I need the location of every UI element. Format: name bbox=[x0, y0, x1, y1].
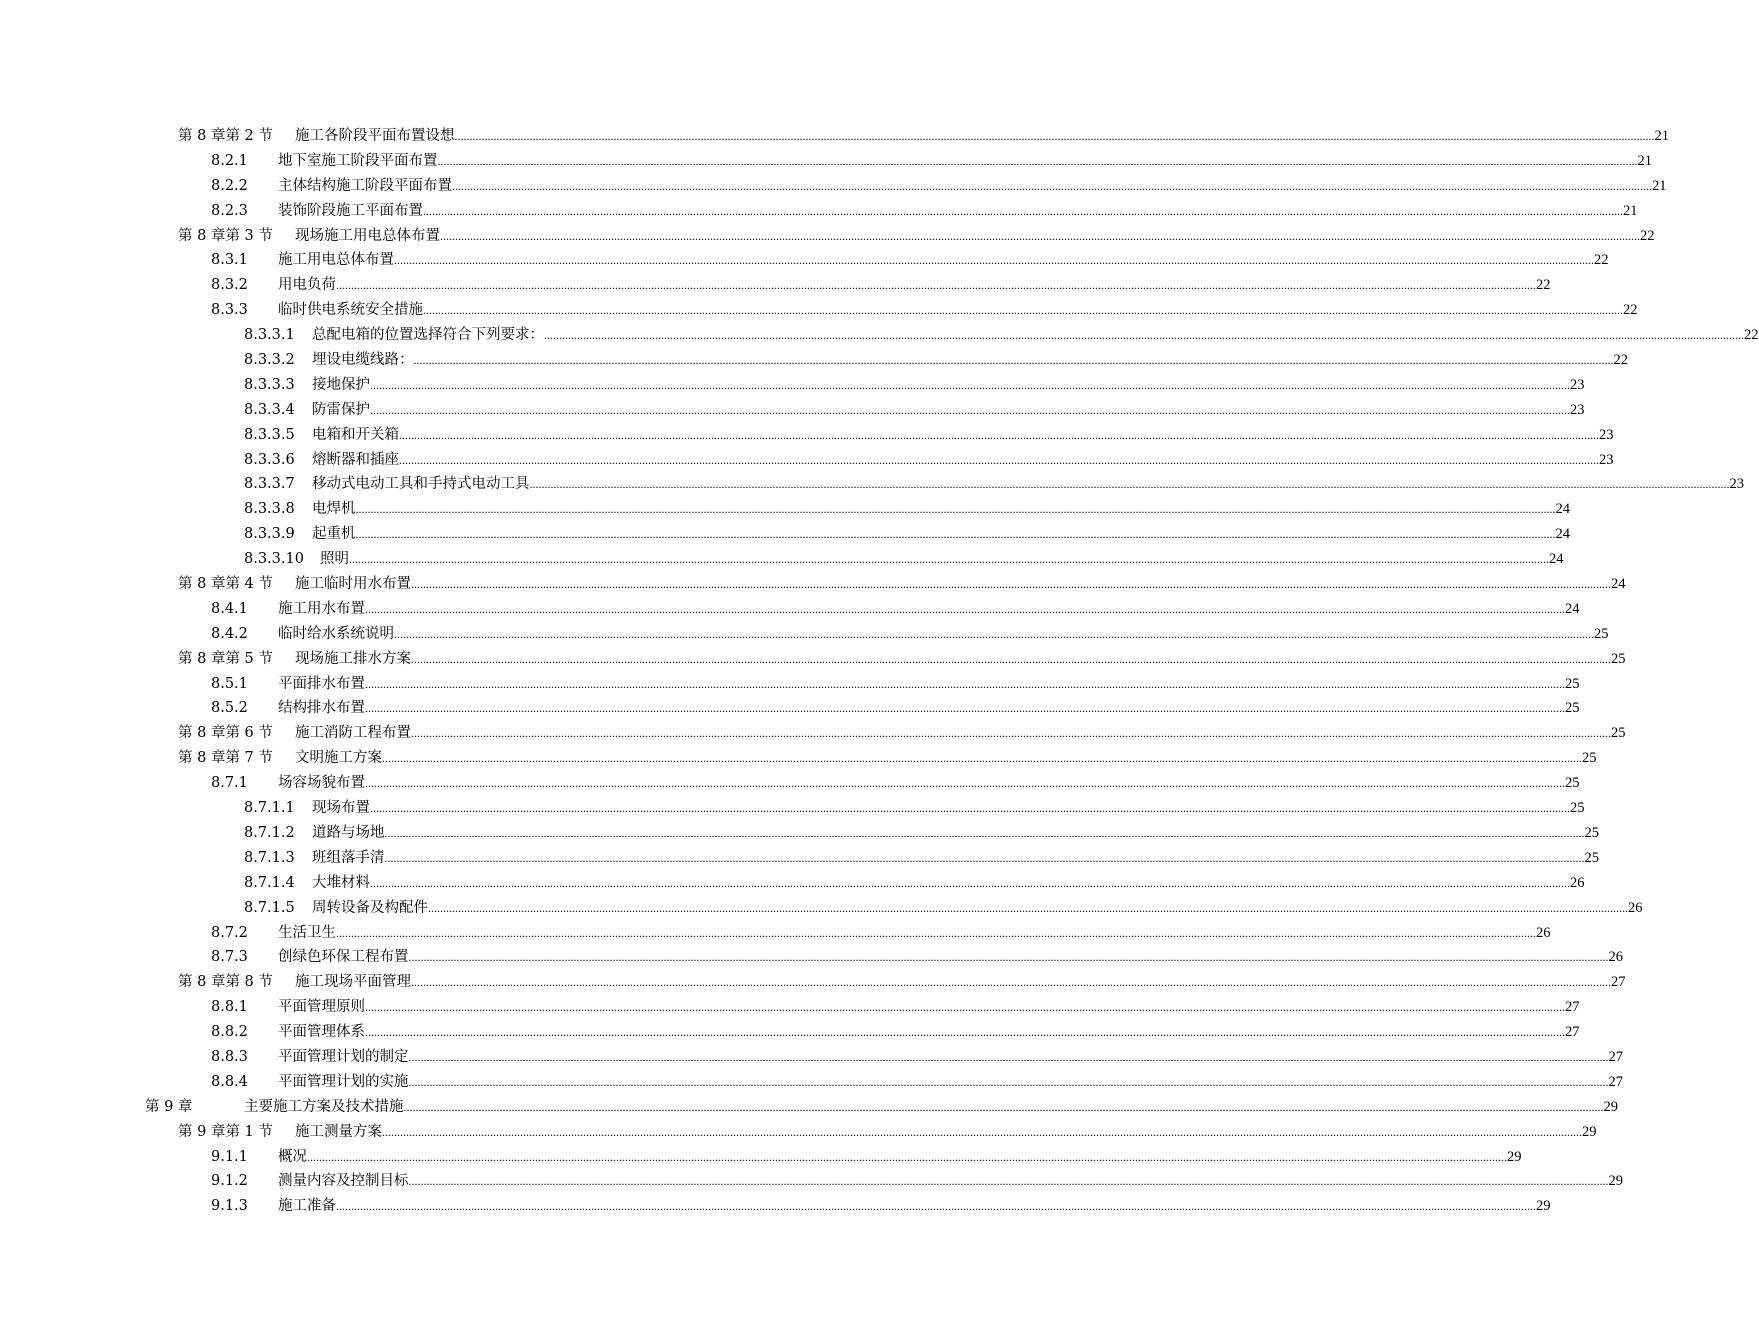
toc-entry[interactable] bbox=[0, 746, 1597, 771]
toc-dot-leader: ................................................................................................................................................................................................................................................................................................................................................................................................................ bbox=[411, 651, 1611, 666]
toc-entry-line bbox=[312, 448, 1614, 473]
toc-entry[interactable] bbox=[0, 124, 1669, 149]
toc-entry-title: 现场施工排水方案 bbox=[295, 647, 411, 672]
toc-entry-line bbox=[278, 995, 1580, 1020]
toc-dot-leader: ................................................................................................................................................................................................................................................................................................................................................................................................................ bbox=[336, 925, 1536, 940]
toc-entry-number: 第 8 章第 5 节 bbox=[178, 650, 273, 667]
toc-entry-line bbox=[278, 622, 1609, 647]
toc-entry-page-number: 29 bbox=[1608, 1173, 1623, 1190]
toc-entry-number: 8.3.3.2 bbox=[244, 352, 295, 369]
toc-entry[interactable] bbox=[0, 1095, 1618, 1120]
toc-entry-page-number: 27 bbox=[1608, 1073, 1623, 1090]
toc-entry-line bbox=[278, 1020, 1580, 1045]
toc-entry-line bbox=[295, 721, 1626, 746]
toc-dot-leader: ................................................................................................................................................................................................................................................................................................................................................................................................................ bbox=[423, 203, 1623, 218]
toc-entry-line bbox=[312, 497, 1570, 522]
toc-entry-line bbox=[295, 1120, 1597, 1145]
toc-entry[interactable] bbox=[0, 1120, 1597, 1145]
toc-entry[interactable] bbox=[0, 1045, 1623, 1070]
toc-entry-number: 8.7.1.4 bbox=[244, 874, 295, 891]
toc-dot-leader: ................................................................................................................................................................................................................................................................................................................................................................................................................ bbox=[529, 477, 1730, 492]
toc-entry[interactable] bbox=[0, 721, 1626, 746]
toc-entry-page-number: 26 bbox=[1608, 949, 1623, 966]
toc-dot-leader: ................................................................................................................................................................................................................................................................................................................................................................................................................ bbox=[349, 552, 1549, 567]
toc-entry-line bbox=[312, 522, 1570, 547]
toc-dot-leader: ................................................................................................................................................................................................................................................................................................................................................................................................................ bbox=[544, 328, 1744, 343]
toc-entry[interactable] bbox=[0, 273, 1551, 298]
toc-dot-leader: ................................................................................................................................................................................................................................................................................................................................................................................................................ bbox=[394, 626, 1594, 641]
toc-entry[interactable] bbox=[0, 348, 1628, 373]
toc-dot-leader: ................................................................................................................................................................................................................................................................................................................................................................................................................ bbox=[437, 153, 1638, 168]
toc-entry[interactable] bbox=[0, 547, 1564, 572]
toc-entry-title: 现场施工用电总体布置 bbox=[295, 224, 440, 249]
toc-entry[interactable] bbox=[0, 871, 1585, 896]
toc-entry-page-number: 29 bbox=[1536, 1198, 1551, 1215]
toc-entry-title: 电箱和开关箱 bbox=[312, 423, 399, 448]
toc-entry-title: 熔断器和插座 bbox=[312, 448, 399, 473]
toc-entry-number: 8.3.3 bbox=[211, 302, 248, 319]
toc-dot-leader: ................................................................................................................................................................................................................................................................................................................................................................................................................ bbox=[384, 825, 1585, 840]
toc-entry-number: 8.5.2 bbox=[211, 700, 248, 717]
toc-entry-line bbox=[278, 1169, 1623, 1194]
toc-dot-leader: ................................................................................................................................................................................................................................................................................................................................................................................................................ bbox=[384, 850, 1585, 865]
toc-entry-number: 8.3.1 bbox=[211, 252, 248, 269]
toc-entry-number: 8.8.4 bbox=[211, 1073, 248, 1090]
toc-entry-title: 地下室施工阶段平面布置 bbox=[278, 149, 438, 174]
toc-entry-number: 8.7.1.2 bbox=[244, 824, 295, 841]
toc-entry-number: 8.8.2 bbox=[211, 1024, 248, 1041]
toc-entry-page-number: 27 bbox=[1565, 1024, 1580, 1041]
toc-entry-line bbox=[312, 373, 1585, 398]
toc-entry[interactable] bbox=[0, 472, 1744, 497]
toc-dot-leader: ................................................................................................................................................................................................................................................................................................................................................................................................................ bbox=[365, 776, 1565, 791]
toc-entry-title: 文明施工方案 bbox=[295, 746, 382, 771]
toc-dot-leader: ................................................................................................................................................................................................................................................................................................................................................................................................................ bbox=[365, 676, 1565, 691]
toc-entry-number: 8.7.1 bbox=[211, 775, 248, 792]
toc-entry-title: 施工现场平面管理 bbox=[295, 970, 411, 995]
toc-entry-title: 主要施工方案及技术措施 bbox=[244, 1095, 404, 1120]
toc-entry-number: 第 8 章第 8 节 bbox=[178, 974, 273, 991]
toc-entry-number: 8.4.1 bbox=[211, 600, 248, 617]
toc-entry-title: 总配电箱的位置选择符合下列要求： bbox=[312, 323, 544, 348]
toc-entry[interactable] bbox=[0, 323, 1759, 348]
toc-dot-leader: ................................................................................................................................................................................................................................................................................................................................................................................................................ bbox=[408, 950, 1609, 965]
toc-entry[interactable] bbox=[0, 1070, 1623, 1095]
toc-entry[interactable] bbox=[0, 199, 1638, 224]
table-of-contents bbox=[0, 124, 1759, 1219]
toc-entry-title: 临时给水系统说明 bbox=[278, 622, 394, 647]
toc-entry-title: 平面排水布置 bbox=[278, 672, 365, 697]
toc-entry-page-number: 23 bbox=[1570, 401, 1585, 418]
toc-entry-title: 电焊机 bbox=[312, 497, 356, 522]
toc-entry-number: 第 9 章 bbox=[145, 1098, 193, 1115]
toc-entry-line bbox=[278, 921, 1551, 946]
toc-entry-number: 8.3.3.3 bbox=[244, 376, 295, 393]
toc-entry-line bbox=[295, 746, 1597, 771]
toc-dot-leader: ................................................................................................................................................................................................................................................................................................................................................................................................................ bbox=[411, 726, 1611, 741]
toc-entry-number: 8.7.1.3 bbox=[244, 849, 295, 866]
toc-entry-title: 施工用电总体布置 bbox=[278, 248, 394, 273]
toc-entry-line bbox=[312, 896, 1643, 921]
toc-entry-page-number: 25 bbox=[1570, 800, 1585, 817]
toc-entry-title: 平面管理体系 bbox=[278, 1020, 365, 1045]
toc-entry-page-number: 23 bbox=[1599, 426, 1614, 443]
toc-entry[interactable] bbox=[0, 846, 1599, 871]
toc-entry-number: 9.1.1 bbox=[211, 1148, 248, 1165]
toc-entry-line bbox=[312, 423, 1614, 448]
toc-entry-number: 8.3.2 bbox=[211, 277, 248, 294]
toc-entry-line bbox=[312, 871, 1585, 896]
toc-entry[interactable] bbox=[0, 995, 1580, 1020]
toc-entry-line bbox=[278, 945, 1623, 970]
toc-entry-line bbox=[320, 547, 1564, 572]
toc-entry-page-number: 22 bbox=[1744, 327, 1759, 344]
toc-dot-leader: ................................................................................................................................................................................................................................................................................................................................................................................................................ bbox=[403, 1099, 1604, 1114]
toc-entry-number: 第 8 章第 4 节 bbox=[178, 576, 273, 593]
toc-entry-page-number: 21 bbox=[1652, 177, 1667, 194]
toc-entry-line bbox=[295, 647, 1626, 672]
toc-entry-number: 9.1.2 bbox=[211, 1173, 248, 1190]
toc-entry-title: 临时供电系统安全措施 bbox=[278, 298, 423, 323]
toc-dot-leader: ................................................................................................................................................................................................................................................................................................................................................................................................................ bbox=[370, 875, 1570, 890]
toc-entry-page-number: 29 bbox=[1507, 1148, 1522, 1165]
toc-entry-title: 施工用水布置 bbox=[278, 597, 365, 622]
toc-dot-leader: ................................................................................................................................................................................................................................................................................................................................................................................................................ bbox=[365, 601, 1565, 616]
toc-entry-page-number: 23 bbox=[1570, 376, 1585, 393]
toc-entry-number: 8.3.3.5 bbox=[244, 426, 295, 443]
toc-entry-number: 8.3.3.1 bbox=[244, 327, 295, 344]
toc-entry-page-number: 27 bbox=[1608, 1048, 1623, 1065]
toc-entry-line bbox=[278, 1145, 1522, 1170]
toc-entry-line bbox=[278, 771, 1580, 796]
toc-entry-title: 平面管理计划的制定 bbox=[278, 1045, 409, 1070]
toc-entry-line bbox=[312, 323, 1759, 348]
toc-entry[interactable] bbox=[0, 896, 1643, 921]
toc-entry-title: 创绿色环保工程布置 bbox=[278, 945, 409, 970]
toc-entry-line bbox=[312, 796, 1585, 821]
toc-entry-page-number: 25 bbox=[1594, 625, 1609, 642]
toc-dot-leader: ................................................................................................................................................................................................................................................................................................................................................................................................................ bbox=[365, 1025, 1565, 1040]
toc-entry[interactable] bbox=[0, 149, 1652, 174]
toc-entry[interactable] bbox=[0, 1194, 1551, 1219]
toc-entry-title: 大堆材料 bbox=[312, 871, 370, 896]
toc-entry-number: 8.3.3.4 bbox=[244, 401, 295, 418]
toc-entry[interactable] bbox=[0, 248, 1609, 273]
toc-entry-number: 8.7.3 bbox=[211, 949, 248, 966]
toc-entry-page-number: 26 bbox=[1628, 899, 1643, 916]
toc-entry-line bbox=[244, 1095, 1618, 1120]
toc-entry-title: 埋设电缆线路： bbox=[312, 348, 414, 373]
toc-entry-title: 用电负荷 bbox=[278, 273, 336, 298]
toc-entry-title: 施工临时用水布置 bbox=[295, 572, 411, 597]
toc-entry-line bbox=[278, 298, 1638, 323]
toc-entry-number: 第 8 章第 2 节 bbox=[178, 128, 273, 144]
toc-dot-leader: ................................................................................................................................................................................................................................................................................................................................................................................................................ bbox=[370, 402, 1570, 417]
toc-entry[interactable] bbox=[0, 771, 1580, 796]
toc-dot-leader: ................................................................................................................................................................................................................................................................................................................................................................................................................ bbox=[365, 701, 1565, 716]
toc-entry-page-number: 21 bbox=[1637, 152, 1652, 169]
toc-dot-leader: ................................................................................................................................................................................................................................................................................................................................................................................................................ bbox=[408, 1174, 1609, 1189]
toc-entry-line bbox=[278, 597, 1580, 622]
toc-entry-number: 8.8.3 bbox=[211, 1048, 248, 1065]
toc-entry[interactable] bbox=[0, 298, 1638, 323]
toc-dot-leader: ................................................................................................................................................................................................................................................................................................................................................................................................................ bbox=[355, 527, 1556, 542]
toc-entry-line bbox=[278, 199, 1638, 224]
toc-dot-leader: ................................................................................................................................................................................................................................................................................................................................................................................................................ bbox=[454, 129, 1655, 143]
toc-entry-line bbox=[312, 821, 1599, 846]
toc-entry[interactable] bbox=[0, 796, 1585, 821]
toc-entry-title: 现场布置 bbox=[312, 796, 370, 821]
toc-entry-page-number: 24 bbox=[1549, 551, 1564, 568]
toc-dot-leader: ................................................................................................................................................................................................................................................................................................................................................................................................................ bbox=[399, 427, 1599, 442]
toc-entry-number: 8.3.3.7 bbox=[244, 476, 295, 493]
toc-entry-line bbox=[278, 1194, 1551, 1219]
toc-dot-leader: ................................................................................................................................................................................................................................................................................................................................................................................................................ bbox=[370, 377, 1570, 392]
toc-entry[interactable] bbox=[0, 821, 1599, 846]
toc-entry-number: 8.8.1 bbox=[211, 999, 248, 1016]
toc-entry-page-number: 21 bbox=[1654, 128, 1669, 144]
toc-dot-leader: ................................................................................................................................................................................................................................................................................................................................................................................................................ bbox=[452, 178, 1652, 193]
toc-entry-number: 8.5.1 bbox=[211, 675, 248, 692]
toc-entry-line bbox=[278, 1070, 1623, 1095]
toc-entry-number: 9.1.3 bbox=[211, 1198, 248, 1215]
toc-entry-number: 第 8 章第 7 节 bbox=[178, 750, 273, 767]
toc-dot-leader: ................................................................................................................................................................................................................................................................................................................................................................................................................ bbox=[408, 1049, 1609, 1064]
toc-entry-page-number: 23 bbox=[1599, 451, 1614, 468]
toc-entry-title: 周转设备及构配件 bbox=[312, 896, 428, 921]
toc-entry[interactable] bbox=[0, 647, 1626, 672]
toc-entry-title: 平面管理原则 bbox=[278, 995, 365, 1020]
toc-entry-page-number: 22 bbox=[1613, 352, 1628, 369]
toc-dot-leader: ................................................................................................................................................................................................................................................................................................................................................................................................................ bbox=[382, 751, 1582, 766]
toc-entry-line bbox=[295, 572, 1626, 597]
toc-entry[interactable] bbox=[0, 597, 1580, 622]
toc-entry[interactable] bbox=[0, 945, 1623, 970]
toc-entry[interactable] bbox=[0, 696, 1580, 721]
toc-entry[interactable] bbox=[0, 1020, 1580, 1045]
toc-dot-leader: ................................................................................................................................................................................................................................................................................................................................................................................................................ bbox=[399, 452, 1599, 467]
toc-entry-page-number: 25 bbox=[1584, 849, 1599, 866]
toc-entry[interactable] bbox=[0, 373, 1585, 398]
toc-entry[interactable] bbox=[0, 448, 1614, 473]
toc-dot-leader: ................................................................................................................................................................................................................................................................................................................................................................................................................ bbox=[336, 278, 1536, 293]
toc-dot-leader: ................................................................................................................................................................................................................................................................................................................................................................................................................ bbox=[413, 353, 1614, 368]
toc-dot-leader: ................................................................................................................................................................................................................................................................................................................................................................................................................ bbox=[336, 1199, 1536, 1214]
toc-entry-number: 8.3.3.10 bbox=[244, 551, 304, 568]
toc-entry-page-number: 22 bbox=[1536, 277, 1551, 294]
toc-entry-title: 生活卫生 bbox=[278, 921, 336, 946]
toc-entry-number: 8.2.3 bbox=[211, 202, 248, 219]
toc-entry[interactable] bbox=[0, 174, 1667, 199]
toc-entry[interactable] bbox=[0, 672, 1580, 697]
toc-entry-title: 概况 bbox=[278, 1145, 307, 1170]
toc-entry-title: 班组落手清 bbox=[312, 846, 385, 871]
toc-entry-page-number: 25 bbox=[1611, 725, 1626, 742]
toc-entry-page-number: 24 bbox=[1611, 576, 1626, 593]
toc-entry-number: 8.2.1 bbox=[211, 152, 248, 169]
toc-entry-title: 接地保护 bbox=[312, 373, 370, 398]
toc-entry-page-number: 22 bbox=[1640, 227, 1655, 244]
toc-entry-title: 施工测量方案 bbox=[295, 1120, 382, 1145]
toc-entry-line bbox=[312, 846, 1599, 871]
toc-dot-leader: ................................................................................................................................................................................................................................................................................................................................................................................................................ bbox=[408, 1074, 1609, 1089]
toc-entry-page-number: 25 bbox=[1584, 824, 1599, 841]
toc-entry-number: 第 9 章第 1 节 bbox=[178, 1123, 273, 1140]
toc-entry-title: 起重机 bbox=[312, 522, 356, 547]
toc-entry-page-number: 24 bbox=[1555, 526, 1570, 543]
toc-entry-title: 结构排水布置 bbox=[278, 696, 365, 721]
toc-dot-leader: ................................................................................................................................................................................................................................................................................................................................................................................................................ bbox=[365, 1000, 1565, 1015]
toc-dot-leader: ................................................................................................................................................................................................................................................................................................................................................................................................................ bbox=[411, 577, 1611, 592]
toc-entry[interactable] bbox=[0, 1145, 1522, 1170]
toc-entry-page-number: 22 bbox=[1594, 252, 1609, 269]
toc-entry-page-number: 24 bbox=[1555, 501, 1570, 518]
toc-entry[interactable] bbox=[0, 970, 1626, 995]
toc-entry-title: 施工消防工程布置 bbox=[295, 721, 411, 746]
toc-entry-number: 第 8 章第 3 节 bbox=[178, 227, 273, 244]
toc-entry-title: 平面管理计划的实施 bbox=[278, 1070, 409, 1095]
toc-entry-page-number: 29 bbox=[1582, 1123, 1597, 1140]
toc-entry-line bbox=[278, 174, 1667, 199]
toc-dot-leader: ................................................................................................................................................................................................................................................................................................................................................................................................................ bbox=[428, 900, 1628, 915]
toc-dot-leader: ................................................................................................................................................................................................................................................................................................................................................................................................................ bbox=[423, 303, 1623, 318]
toc-entry-page-number: 27 bbox=[1611, 974, 1626, 991]
toc-entry-number: 8.4.2 bbox=[211, 625, 248, 642]
toc-entry-page-number: 26 bbox=[1536, 924, 1551, 941]
toc-entry-line bbox=[278, 149, 1652, 174]
toc-entry-title: 施工各阶段平面布置设想 bbox=[295, 124, 455, 149]
toc-entry-page-number: 25 bbox=[1611, 650, 1626, 667]
toc-dot-leader: ................................................................................................................................................................................................................................................................................................................................................................................................................ bbox=[411, 975, 1611, 990]
toc-entry-page-number: 26 bbox=[1570, 874, 1585, 891]
toc-entry-page-number: 25 bbox=[1565, 675, 1580, 692]
toc-entry-page-number: 24 bbox=[1565, 600, 1580, 617]
toc-entry-number: 8.3.3.6 bbox=[244, 451, 295, 468]
toc-entry-title: 防雷保护 bbox=[312, 398, 370, 423]
toc-entry[interactable] bbox=[0, 921, 1551, 946]
toc-entry-title: 主体结构施工阶段平面布置 bbox=[278, 174, 452, 199]
toc-entry-title: 场容场貌布置 bbox=[278, 771, 365, 796]
toc-entry-title: 道路与场地 bbox=[312, 821, 385, 846]
toc-entry-page-number: 27 bbox=[1565, 999, 1580, 1016]
toc-entry-number: 8.7.1.1 bbox=[244, 800, 295, 817]
toc-entry-page-number: 23 bbox=[1729, 476, 1744, 493]
toc-entry-page-number: 22 bbox=[1623, 302, 1638, 319]
toc-dot-leader: ................................................................................................................................................................................................................................................................................................................................................................................................................ bbox=[394, 253, 1594, 268]
toc-dot-leader: ................................................................................................................................................................................................................................................................................................................................................................................................................ bbox=[440, 228, 1640, 243]
toc-entry[interactable] bbox=[0, 423, 1614, 448]
toc-entry-number: 8.3.3.9 bbox=[244, 526, 295, 543]
toc-entry-title: 施工准备 bbox=[278, 1194, 336, 1219]
toc-dot-leader: ................................................................................................................................................................................................................................................................................................................................................................................................................ bbox=[355, 502, 1556, 517]
toc-entry-number: 8.3.3.8 bbox=[244, 501, 295, 518]
toc-entry-line bbox=[295, 224, 1655, 249]
toc-entry[interactable] bbox=[0, 224, 1655, 249]
toc-dot-leader: ................................................................................................................................................................................................................................................................................................................................................................................................................ bbox=[382, 1124, 1582, 1139]
toc-entry-title: 移动式电动工具和手持式电动工具 bbox=[312, 472, 530, 497]
toc-entry-line bbox=[312, 348, 1628, 373]
toc-entry-number: 8.2.2 bbox=[211, 177, 248, 194]
toc-entry-number: 第 8 章第 6 节 bbox=[178, 725, 273, 742]
toc-entry[interactable] bbox=[0, 572, 1626, 597]
toc-entry-line bbox=[295, 124, 1669, 149]
toc-entry-line bbox=[278, 273, 1551, 298]
toc-entry-title: 测量内容及控制目标 bbox=[278, 1169, 409, 1194]
toc-dot-leader: ................................................................................................................................................................................................................................................................................................................................................................................................................ bbox=[307, 1149, 1507, 1164]
toc-entry-line bbox=[278, 248, 1609, 273]
toc-entry-number: 8.7.1.5 bbox=[244, 899, 295, 916]
toc-entry-page-number: 21 bbox=[1623, 202, 1638, 219]
toc-entry-title: 照明 bbox=[320, 547, 349, 572]
toc-entry[interactable] bbox=[0, 1169, 1623, 1194]
toc-dot-leader: ................................................................................................................................................................................................................................................................................................................................................................................................................ bbox=[370, 801, 1570, 816]
toc-entry-page-number: 25 bbox=[1582, 750, 1597, 767]
toc-entry-title: 装饰阶段施工平面布置 bbox=[278, 199, 423, 224]
toc-entry-line bbox=[278, 672, 1580, 697]
toc-entry[interactable] bbox=[0, 398, 1585, 423]
toc-entry-line bbox=[278, 1045, 1623, 1070]
toc-entry-line bbox=[278, 696, 1580, 721]
toc-entry-line bbox=[295, 970, 1626, 995]
toc-entry-number: 8.7.2 bbox=[211, 924, 248, 941]
toc-entry-line bbox=[312, 398, 1585, 423]
toc-entry[interactable] bbox=[0, 522, 1570, 547]
toc-entry-page-number: 25 bbox=[1565, 775, 1580, 792]
toc-entry[interactable] bbox=[0, 497, 1570, 522]
toc-entry-line bbox=[312, 472, 1744, 497]
toc-entry-page-number: 25 bbox=[1565, 700, 1580, 717]
toc-entry[interactable] bbox=[0, 622, 1609, 647]
toc-entry-page-number: 29 bbox=[1603, 1098, 1618, 1115]
